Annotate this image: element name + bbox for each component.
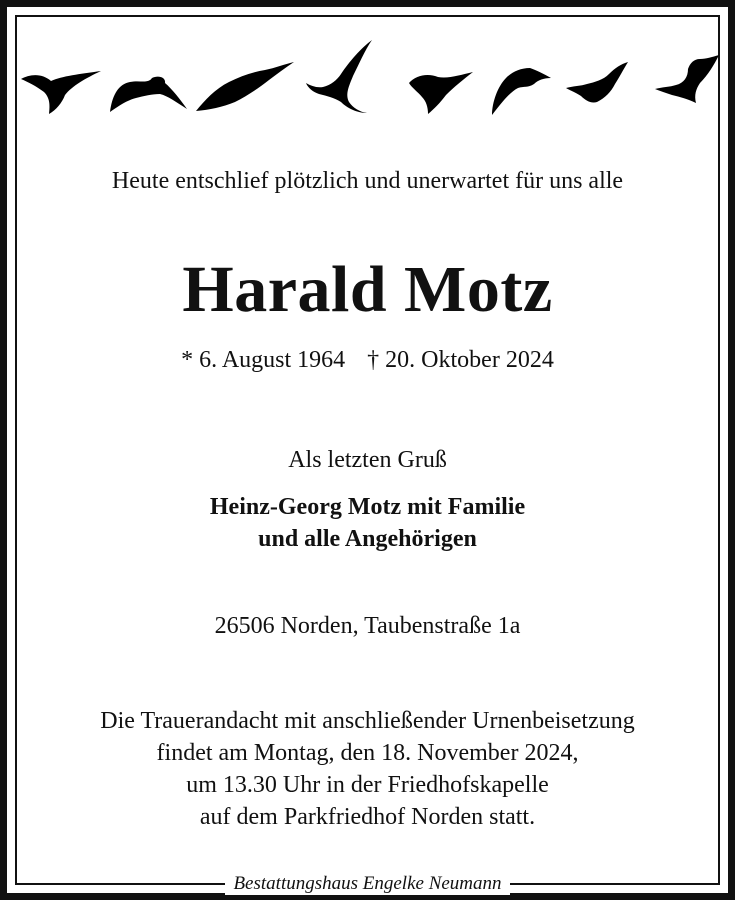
bird-icon: [408, 71, 474, 115]
birds-row: [0, 0, 735, 130]
bird-icon: [654, 55, 720, 105]
intro-line: Heute entschlief plötzlich und unerwartet für uns alle: [111, 168, 624, 194]
deceased-name: Harald Motz: [182, 253, 553, 326]
funeral-home-name: Bestattungshaus Engelke Neumann: [225, 873, 509, 895]
mourners-address: 26506 Norden, Taubenstraße 1a: [214, 613, 521, 639]
service-line: auf dem Parkfriedhof Norden statt.: [199, 804, 536, 830]
bird-icon: [108, 74, 188, 114]
service-line: Die Trauerandacht mit anschließender Urnenbeisetzung: [100, 708, 635, 734]
farewell-greeting: Als letzten Gruß: [288, 447, 447, 473]
bird-icon: [565, 62, 629, 104]
mourners-line: Heinz-Georg Motz mit Familie: [209, 494, 526, 520]
death-date: † 20. Oktober 2024: [367, 347, 554, 373]
bird-icon: [20, 70, 102, 115]
service-line: findet am Montag, den 18. November 2024,: [156, 740, 579, 766]
bird-icon: [490, 66, 552, 116]
mourners-line: und alle Angehörigen: [258, 526, 477, 552]
mourners: [0, 491, 735, 555]
birth-date: * 6. August 1964: [181, 347, 346, 373]
service-line: um 13.30 Uhr in der Friedhofskapelle: [186, 772, 549, 798]
bird-icon: [195, 62, 295, 112]
bird-icon: [305, 40, 373, 114]
service-details: [0, 705, 735, 833]
footer: [0, 865, 735, 901]
life-dates: [0, 347, 735, 374]
